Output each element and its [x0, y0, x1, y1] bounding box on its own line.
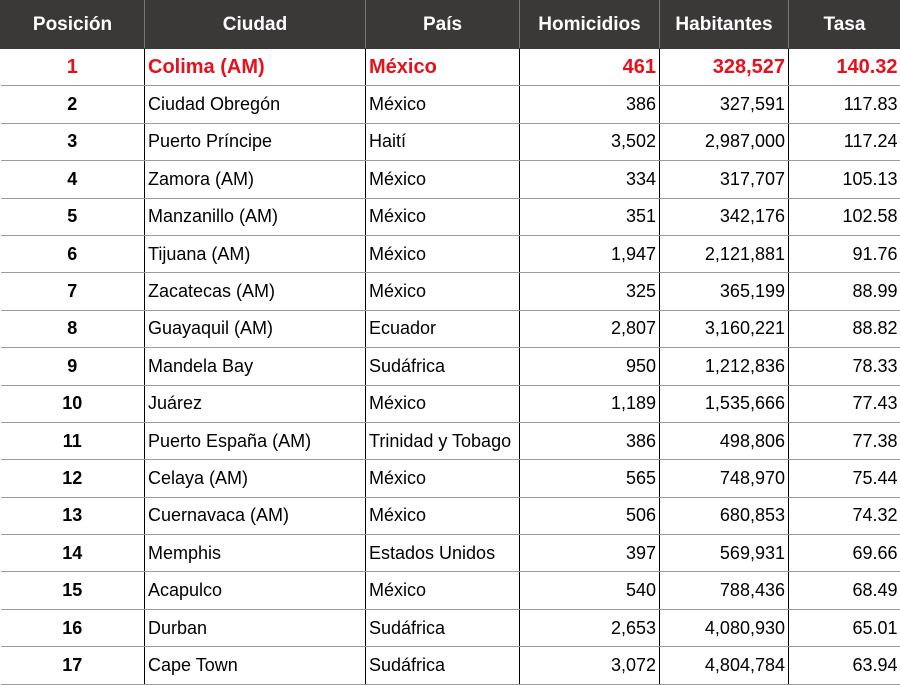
cell-homicides: 325	[520, 273, 660, 310]
cell-city: Guayaquil (AM)	[145, 310, 366, 347]
cell-city: Puerto Príncipe	[145, 123, 366, 160]
header-homicides: Homicidios	[520, 1, 660, 49]
header-position: Posición	[1, 1, 145, 49]
cell-country: Sudáfrica	[366, 609, 520, 646]
cell-rate: 88.82	[789, 310, 900, 347]
cell-position: 3	[1, 123, 145, 160]
cell-inhabitants: 2,987,000	[660, 123, 789, 160]
table-row	[1, 385, 900, 422]
table-row	[1, 422, 900, 459]
table-row	[1, 123, 900, 160]
cell-inhabitants: 1,212,836	[660, 348, 789, 385]
cell-country: Trinidad y Tobago	[366, 422, 520, 459]
cell-rate: 105.13	[789, 161, 900, 198]
cell-country: México	[366, 460, 520, 497]
cell-position: 7	[1, 273, 145, 310]
cell-position: 14	[1, 535, 145, 572]
cell-country: México	[366, 273, 520, 310]
table-header	[1, 1, 900, 49]
cell-homicides: 2,807	[520, 310, 660, 347]
table-row	[1, 647, 900, 684]
table-row	[1, 535, 900, 572]
cell-country: México	[366, 497, 520, 534]
cell-rate: 91.76	[789, 235, 900, 272]
header-city: Ciudad	[145, 1, 366, 49]
cell-inhabitants: 748,970	[660, 460, 789, 497]
cell-inhabitants: 327,591	[660, 86, 789, 123]
cell-position: 16	[1, 609, 145, 646]
cell-city: Juárez	[145, 385, 366, 422]
cell-inhabitants: 4,804,784	[660, 647, 789, 684]
cell-city: Mandela Bay	[145, 348, 366, 385]
cell-rate: 117.83	[789, 86, 900, 123]
cell-rate: 65.01	[789, 609, 900, 646]
header-row	[1, 1, 900, 49]
table-row	[1, 572, 900, 609]
cell-city: Acapulco	[145, 572, 366, 609]
cell-city: Zamora (AM)	[145, 161, 366, 198]
cell-rate: 77.38	[789, 422, 900, 459]
table-row	[1, 497, 900, 534]
cell-homicides: 351	[520, 198, 660, 235]
table-row	[1, 609, 900, 646]
cell-position: 6	[1, 235, 145, 272]
cell-homicides: 397	[520, 535, 660, 572]
cell-position: 10	[1, 385, 145, 422]
cell-inhabitants: 328,527	[660, 49, 789, 86]
cell-city: Celaya (AM)	[145, 460, 366, 497]
cell-city: Colima (AM)	[145, 49, 366, 86]
cell-country: México	[366, 161, 520, 198]
cell-inhabitants: 498,806	[660, 422, 789, 459]
cell-inhabitants: 1,535,666	[660, 385, 789, 422]
cell-city: Puerto España (AM)	[145, 422, 366, 459]
cell-homicides: 3,072	[520, 647, 660, 684]
header-rate: Tasa	[789, 1, 900, 49]
table-row	[1, 460, 900, 497]
table-row	[1, 273, 900, 310]
table-row	[1, 348, 900, 385]
cell-rate: 88.99	[789, 273, 900, 310]
cell-city: Memphis	[145, 535, 366, 572]
cell-rate: 77.43	[789, 385, 900, 422]
header-country: País	[366, 1, 520, 49]
cell-rate: 102.58	[789, 198, 900, 235]
cell-country: Ecuador	[366, 310, 520, 347]
cell-country: México	[366, 385, 520, 422]
cell-homicides: 2,653	[520, 609, 660, 646]
cell-city: Ciudad Obregón	[145, 86, 366, 123]
cell-homicides: 565	[520, 460, 660, 497]
cell-rate: 68.49	[789, 572, 900, 609]
cell-homicides: 506	[520, 497, 660, 534]
cell-position: 15	[1, 572, 145, 609]
cell-city: Manzanillo (AM)	[145, 198, 366, 235]
cell-homicides: 950	[520, 348, 660, 385]
cell-position: 1	[1, 49, 145, 86]
cell-country: México	[366, 49, 520, 86]
cell-country: México	[366, 572, 520, 609]
cell-rate: 140.32	[789, 49, 900, 86]
cell-country: Sudáfrica	[366, 348, 520, 385]
cell-homicides: 1,189	[520, 385, 660, 422]
cell-homicides: 1,947	[520, 235, 660, 272]
cell-position: 2	[1, 86, 145, 123]
header-inhabitants: Habitantes	[660, 1, 789, 49]
cell-rate: 78.33	[789, 348, 900, 385]
table-row	[1, 310, 900, 347]
cell-position: 4	[1, 161, 145, 198]
cell-inhabitants: 4,080,930	[660, 609, 789, 646]
cell-inhabitants: 365,199	[660, 273, 789, 310]
cell-inhabitants: 3,160,221	[660, 310, 789, 347]
cell-rate: 75.44	[789, 460, 900, 497]
table-row	[1, 198, 900, 235]
cell-position: 11	[1, 422, 145, 459]
cell-position: 5	[1, 198, 145, 235]
cell-city: Cuernavaca (AM)	[145, 497, 366, 534]
table-body	[1, 49, 900, 685]
cell-rate: 69.66	[789, 535, 900, 572]
cell-homicides: 461	[520, 49, 660, 86]
cell-country: México	[366, 235, 520, 272]
cell-position: 17	[1, 647, 145, 684]
cell-homicides: 386	[520, 86, 660, 123]
cell-inhabitants: 317,707	[660, 161, 789, 198]
cell-inhabitants: 788,436	[660, 572, 789, 609]
cell-country: México	[366, 198, 520, 235]
cell-country: Haití	[366, 123, 520, 160]
cell-country: México	[366, 86, 520, 123]
cell-inhabitants: 680,853	[660, 497, 789, 534]
cell-rate: 63.94	[789, 647, 900, 684]
cell-country: Sudáfrica	[366, 647, 520, 684]
cell-position: 12	[1, 460, 145, 497]
cell-homicides: 3,502	[520, 123, 660, 160]
cell-city: Cape Town	[145, 647, 366, 684]
cell-city: Durban	[145, 609, 366, 646]
cell-inhabitants: 569,931	[660, 535, 789, 572]
cell-position: 8	[1, 310, 145, 347]
cell-rate: 117.24	[789, 123, 900, 160]
table-row	[1, 161, 900, 198]
table-row	[1, 86, 900, 123]
cell-city: Tijuana (AM)	[145, 235, 366, 272]
cell-inhabitants: 342,176	[660, 198, 789, 235]
cell-homicides: 386	[520, 422, 660, 459]
cell-position: 13	[1, 497, 145, 534]
cell-inhabitants: 2,121,881	[660, 235, 789, 272]
cell-homicides: 540	[520, 572, 660, 609]
cell-country: Estados Unidos	[366, 535, 520, 572]
table-row	[1, 49, 900, 86]
cell-rate: 74.32	[789, 497, 900, 534]
cell-homicides: 334	[520, 161, 660, 198]
table-row	[1, 235, 900, 272]
cell-position: 9	[1, 348, 145, 385]
cell-city: Zacatecas (AM)	[145, 273, 366, 310]
